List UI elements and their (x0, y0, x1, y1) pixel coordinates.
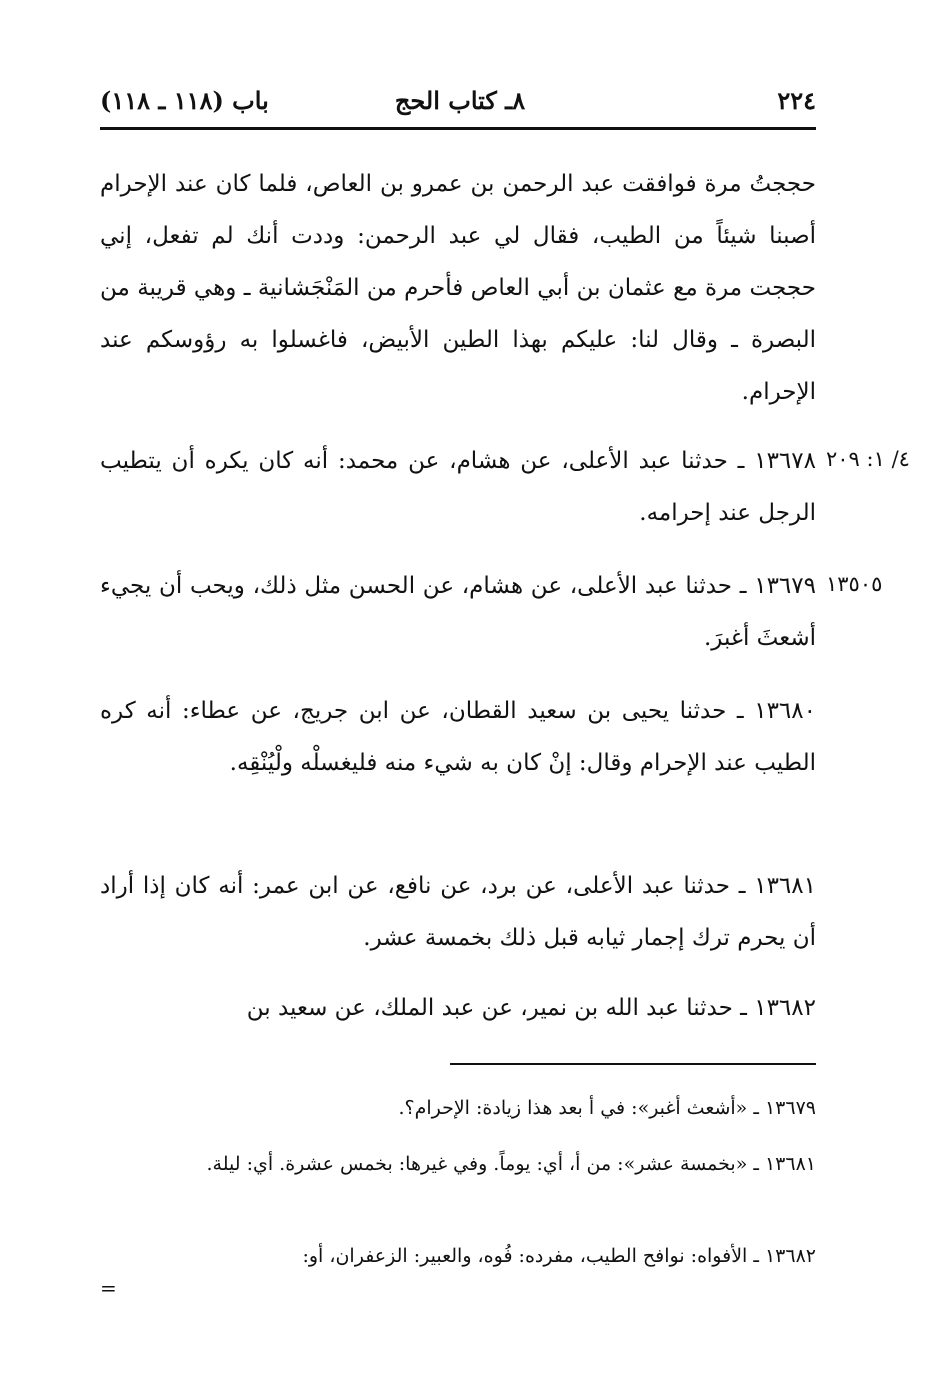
book-title: ٨ـ كتاب الحج (394, 86, 526, 115)
hadith-13682: ١٣٦٨٢ ـ حدثنا عبد الله بن نمير، عن عبد الملك، عن سعيد بن (246, 995, 816, 1021)
footnote-13679: ١٣٦٧٩ ـ «أشعث أغبر»: في أ بعد هذا زيادة: الإحرام؟. (398, 1097, 816, 1119)
continuation-mark: = (100, 1276, 117, 1300)
running-header (100, 86, 816, 126)
margin-reference: ٤/ ١: ٢٠٩ (826, 447, 910, 471)
hadith-13680: ١٣٦٨٠ ـ حدثنا يحيى بن سعيد القطان، عن ابن جريج، عن عطاء: أنه كره الطيب عند الإحرام وقال: إنْ كان به شيء منه فليغسلْه ولْيُنْقِه. (100, 698, 816, 776)
chapter-label: باب (١١٨ ـ ١١٨) (100, 86, 269, 115)
footnote-13681: ١٣٦٨١ ـ «بخمسة عشر»: من أ، أي: يوماً. وفي غيرها: بخمس عشرة. أي: ليلة. (206, 1153, 816, 1175)
hadith-13681: ١٣٦٨١ ـ حدثنا عبد الأعلى، عن برد، عن نافع، عن ابن عمر: أنه كان إذا أراد أن يحرم ترك إجمار ثيابه قبل ذلك بخمسة عشر. (100, 873, 816, 951)
page-number: ٢٢٤ (777, 86, 816, 115)
hadith-13679: ١٣٦٧٩ ـ حدثنا عبد الأعلى، عن هشام، عن الحسن مثل ذلك، ويحب أن يجيء أشعثَ أغبرَ. (100, 573, 816, 651)
footnote-13682: ١٣٦٨٢ ـ الأفواه: نوافح الطيب، مفرده: فُوه، والعبير: الزعفران، أو: (302, 1245, 816, 1267)
paragraph-continuation: حججتُ مرة فوافقت عبد الرحمن بن عمرو بن العاص، فلما كان عند الإحرام أصبنا شيئاً من الطيب، فقال لي عبد الرحمن: وددت أنك لم تفعل، إني حججت مرة مع عثمان بن أبي العاص فأحرم من المَنْجَشانية ـ وهي قريبة من البصرة ـ وقال لنا: عليكم بهذا الطين الأبيض، فاغسلوا به رؤوسكم عند الإحرام. (100, 171, 816, 405)
hadith-13678: ١٣٦٧٨ ـ حدثنا عبد الأعلى، عن هشام، عن محمد: أنه كان يكره أن يتطيب الرجل عند إحرامه. (100, 448, 816, 526)
header-rule (100, 127, 816, 130)
footnote-rule (450, 1063, 816, 1065)
margin-reference: ١٣٥٠٥ (826, 572, 883, 596)
